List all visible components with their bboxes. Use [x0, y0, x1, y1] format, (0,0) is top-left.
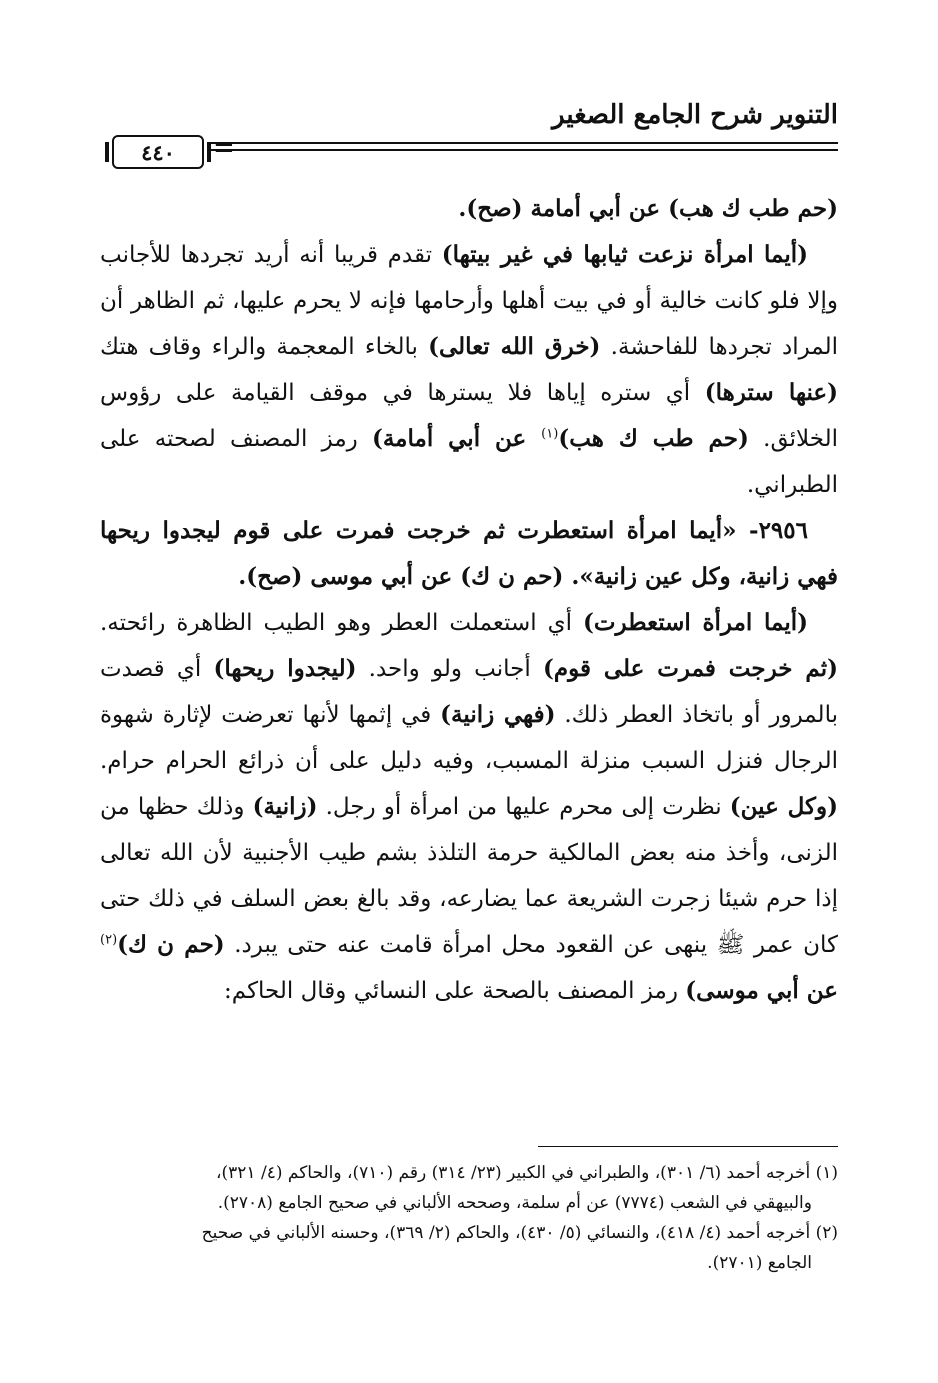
footnote-1-line-2: والبيهقي في الشعب (٧٧٧٤) عن أم سلمة، وصححه الألباني في صحيح الجامع (٢٧٠٨).: [217, 1193, 812, 1213]
commentary-text: رمز المصنف بالصحة على النسائي وقال الحاكم:: [224, 978, 686, 1004]
commentary-text: أي استعملت العطر وهو الطيب الظاهرة رائحته.: [100, 610, 583, 636]
quoted-phrase: (حم ن ك): [117, 931, 225, 958]
commentary-text: نظرت إلى محرم عليها من امرأة أو رجل.: [317, 794, 730, 820]
quoted-phrase: (أيما امرأة نزعت ثيابها في غير بيتها): [441, 241, 808, 268]
footnote-separator: [538, 1146, 838, 1147]
commentary-paragraph-2: [100, 600, 838, 1014]
quoted-phrase: (ثم خرجت فمرت على قوم): [542, 655, 838, 682]
quoted-phrase: عن أبي موسى): [685, 977, 838, 1004]
commentary-text: أجانب ولو واحد.: [356, 656, 543, 682]
hadith-2956: ٢٩٥٦- «أيما امرأة استعطرت ثم خرجت فمرت على قوم ليجدوا ريحها فهي زانية، وكل عين زانية». (حم ن ك) عن أبي موسى (صح).: [100, 517, 838, 590]
footnotes: [100, 1158, 838, 1278]
quoted-phrase: (خرق الله تعالى): [428, 333, 601, 360]
footnote-ref-1[interactable]: (١): [541, 426, 559, 442]
quoted-phrase: (ليجدوا ريحها): [213, 655, 357, 682]
commentary-paragraph-1: [100, 232, 838, 508]
page-number: ٤٤٠: [112, 135, 204, 169]
quoted-phrase: (زانية): [252, 793, 318, 820]
commentary-text: بالخاء المعجمة والراء وقاف هتك: [100, 334, 429, 360]
footnote-2-line-1: (٢) أخرجه أحمد (٤/ ٤١٨)، والنسائي (٥/ ٤٣٠)، والحاكم (٢/ ٣٦٩)، وحسنه الألباني في صحيح: [201, 1223, 838, 1243]
source-line: (حم طب ك هب) عن أبي أمامة (صح).: [458, 195, 838, 222]
commentary-text: وذلك حظها من الزنى، وأخذ منه بعض المالكية حرمة التلذذ بشم طيب الأجنبية لأن الله تعالى إذا حرم شيئا زجرت الشريعة عما يضارعه، وقد بالغ بعض السلف في ذلك حتى كان عمر ﷺ ينهى عن القعود محل امرأة قامت عنه حتى يبرد.: [100, 794, 839, 958]
quoted-phrase: (حم طب ك هب): [558, 425, 749, 452]
header-double-rule: [210, 142, 838, 151]
quoted-phrase: (فهي زانية): [440, 701, 556, 728]
footnote-ref-2[interactable]: (٢): [100, 932, 118, 948]
commentary-text: في إثمها لأنها تعرضت لإثارة شهوة الرجال فنزل السبب منزلة المسبب، وفيه دليل على أن ذرائع الحرام حرام.: [100, 702, 838, 774]
quoted-phrase: عن أبي أمامة): [371, 425, 542, 452]
footnote-1-line-1: (١) أخرجه أحمد (٦/ ٣٠١)، والطبراني في الكبير (٢٣/ ٣١٤) رقم (٧١٠)، والحاكم (٤/ ٣٢١)،: [216, 1163, 838, 1183]
quoted-phrase: (عنها سترها): [704, 379, 838, 406]
running-header-title: التنوير شرح الجامع الصغير: [552, 100, 838, 130]
commentary-text: تقدم قريبا أنه أريد تجردها للأجانب وإلا فلو كانت خالية أو في بيت أهلها وأرحامها فإنه لا يحرم عليها، ثم الظاهر أن المراد تجردها للفاحشة.: [100, 242, 839, 360]
quoted-phrase: (أيما امرأة استعطرت): [583, 609, 808, 636]
commentary-text: أي ستره إياها فلا يسترها في موقف القيامة على رؤوس الخلائق.: [100, 380, 839, 452]
commentary-text: رمز المصنف لصحته على الطبراني.: [100, 426, 838, 498]
commentary-text: أي قصدت بالمرور أو باتخاذ العطر ذلك.: [100, 656, 838, 728]
footnote-2-line-2: الجامع (٢٧٠١).: [707, 1253, 812, 1273]
main-text: [100, 186, 838, 1014]
quoted-phrase: (وكل عين): [729, 793, 838, 820]
header-ornament: =: [213, 133, 235, 163]
